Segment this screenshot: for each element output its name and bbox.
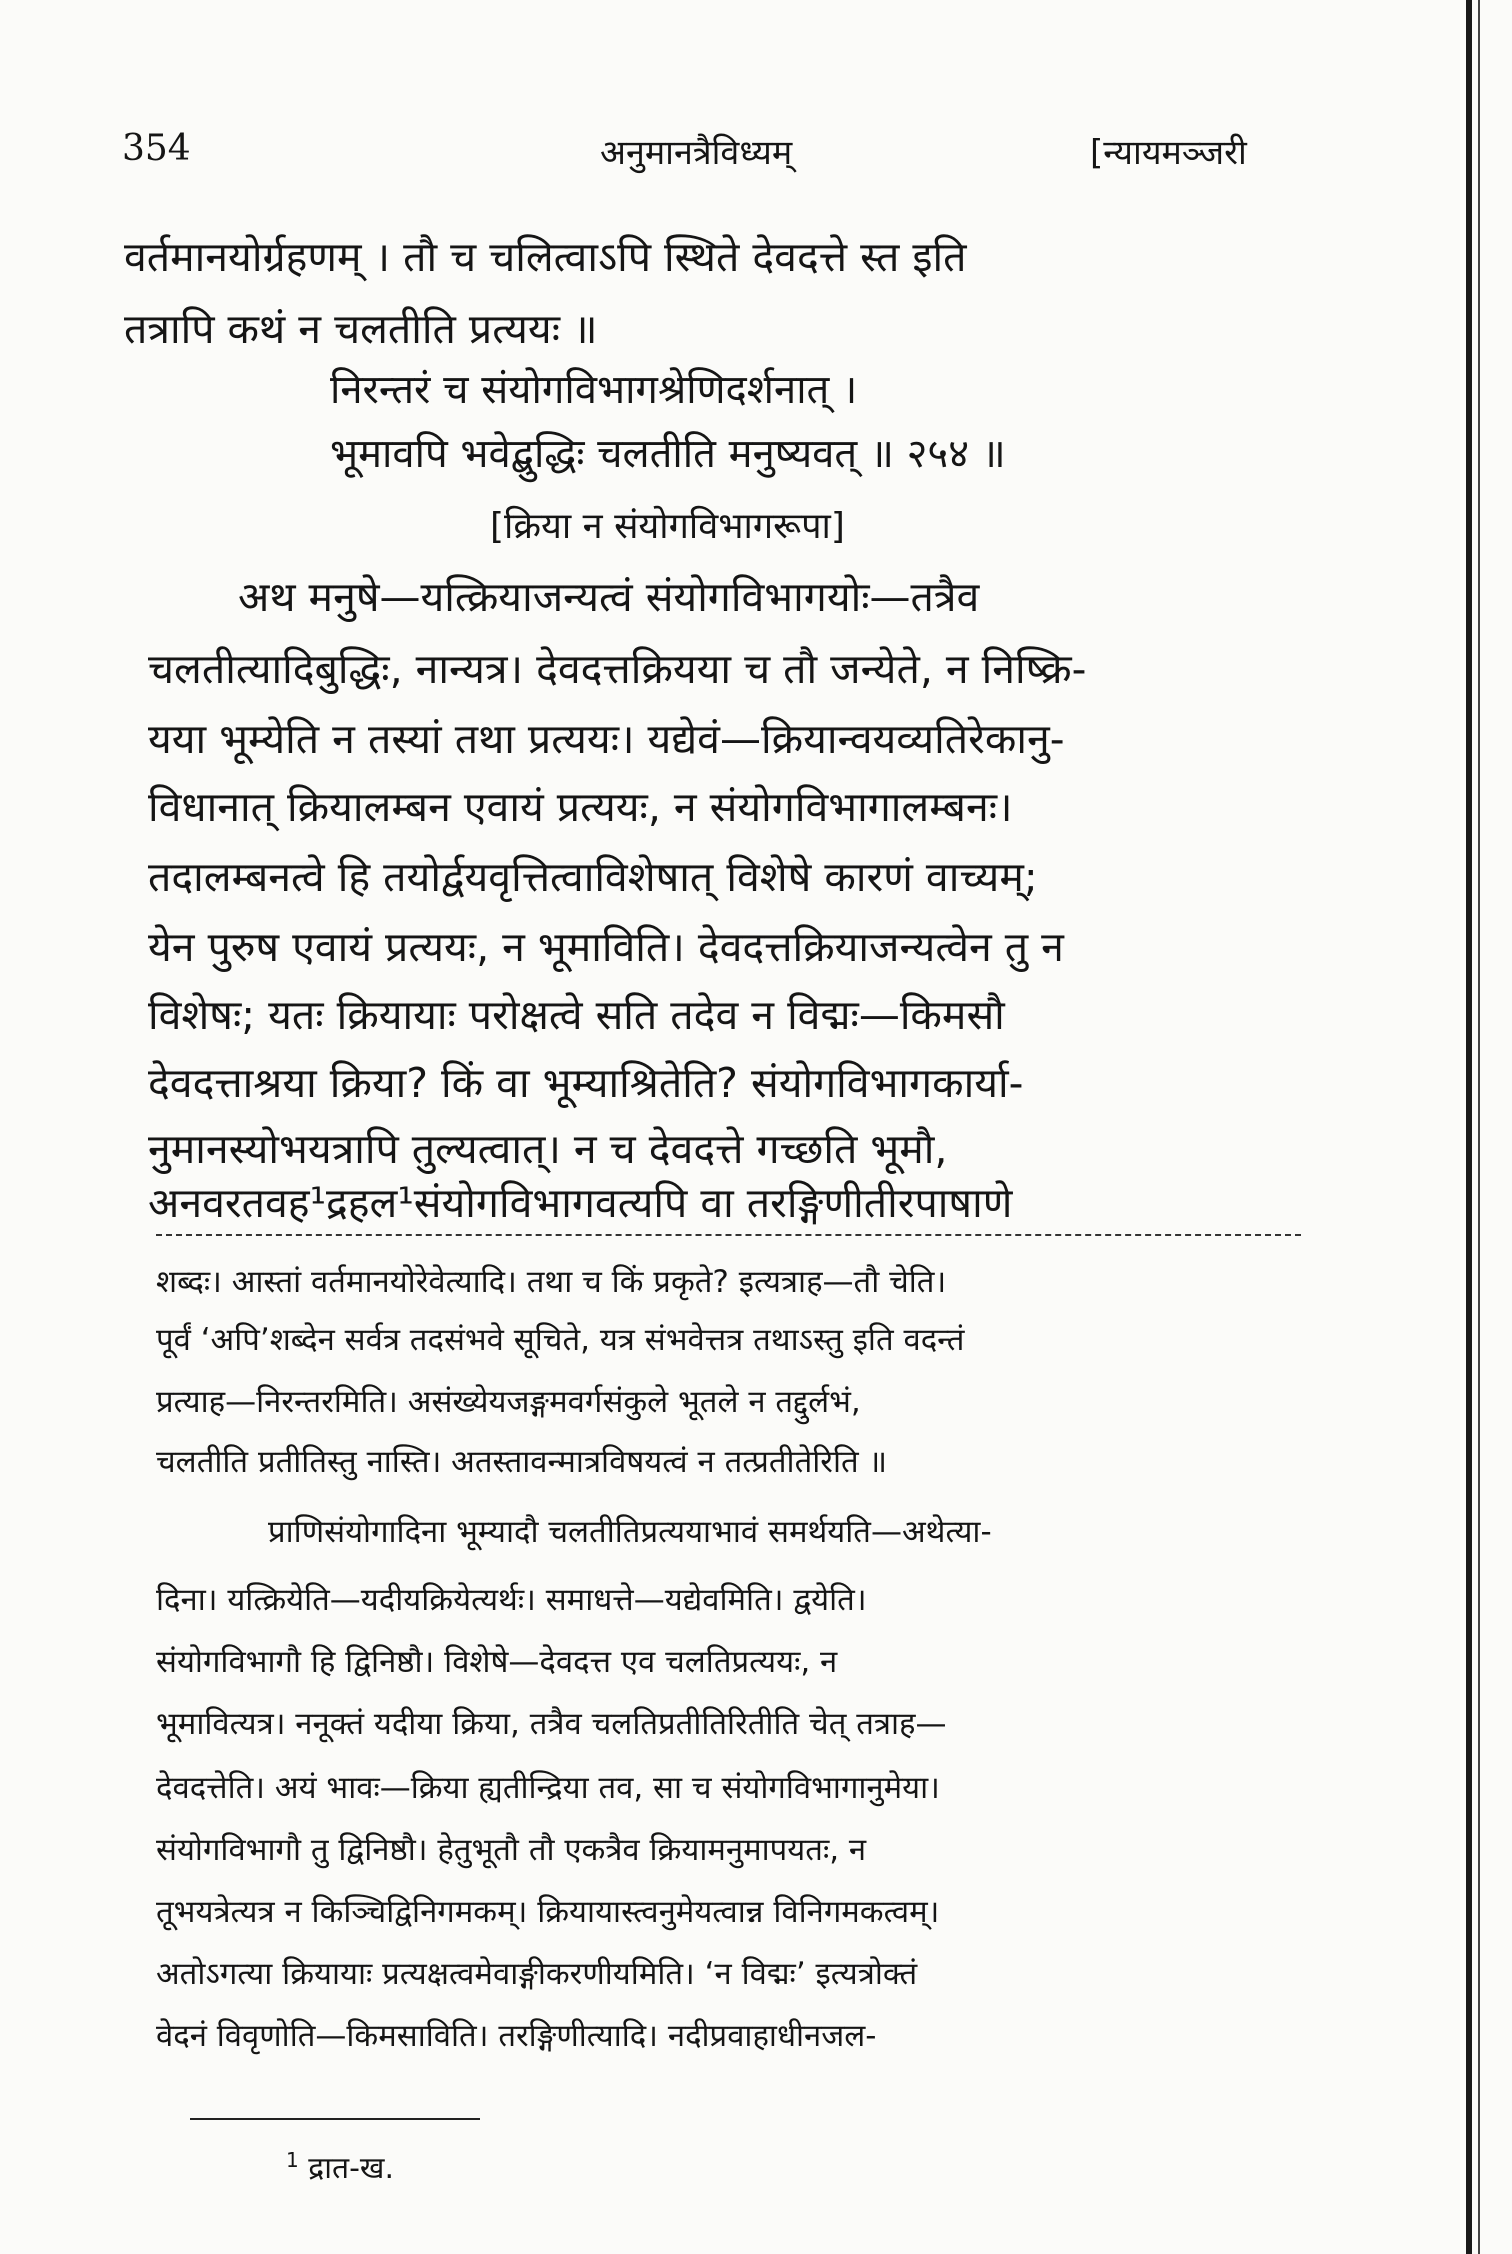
commentary-divider — [156, 1234, 1301, 1236]
commentary-line: चलतीति प्रतीतिस्तु नास्ति। अतस्तावन्मात्रविषयत्वं न तत्प्रतीतेरिति ॥ — [156, 1444, 888, 1480]
body-line: येन पुरुष एवायं प्रत्ययः, न भूमाविति। देवदत्तक्रियाजन्यत्वेन तु न — [148, 923, 1064, 971]
commentary-line: वेदनं विवृणोति—किमसाविति। तरङ्गिणीत्यादि। नदीप्रवाहाधीनजल- — [156, 2018, 877, 2054]
body-line: अथ मनुषे—यत्क्रियाजन्यत्वं संयोगविभागयोः—तत्रैव — [238, 573, 980, 621]
section-heading: [क्रिया न संयोगविभागरूपा] — [490, 506, 845, 547]
commentary-line: दिना। यत्क्रियेति—यदीयक्रियेत्यर्थः। समाधत्ते—यद्येवमिति। द्वयेति। — [156, 1582, 867, 1618]
commentary-line: पूर्वं ‘अपि’शब्देन सर्वत्र तदसंभवे सूचिते, यत्र संभवेत्तत्र तथाऽस्तु इति वदन्तं — [156, 1322, 965, 1358]
footnote-divider — [190, 2118, 480, 2120]
page-number: 354 — [122, 128, 191, 169]
verse-line: भूमावपि भवेद्बुद्धिः चलतीति मनुष्यवत् ॥ २५४ ॥ — [330, 431, 1006, 477]
commentary-line: संयोगविभागौ हि द्विनिष्ठौ। विशेषे—देवदत्त एव चलतिप्रत्ययः, न — [156, 1644, 838, 1680]
footnote — [286, 2146, 394, 2187]
body-line: देवदत्ताश्रया क्रिया? किं वा भूम्याश्रितेति? संयोगविभागकार्या- — [148, 1059, 1024, 1107]
commentary-line: संयोगविभागौ तु द्विनिष्ठौ। हेतुभूतौ तौ एकत्रैव क्रियामनुमापयतः, न — [156, 1832, 867, 1868]
commentary-line: तूभयत्रेत्यत्र न किञ्चिद्विनिगमकम्। क्रियायास्त्वनुमेयत्वान्न विनिगमकत्वम्। — [156, 1894, 940, 1930]
body-line: चलतीत्यादिबुद्धिः, नान्यत्र। देवदत्तक्रियया च तौ जन्येते, न निष्क्रि- — [148, 645, 1087, 693]
commentary-line: प्राणिसंयोगादिना भूम्यादौ चलतीतिप्रत्ययाभावं समर्थयति—अथेत्या- — [268, 1514, 992, 1550]
running-title: अनुमानत्रैविध्यम् — [600, 133, 793, 173]
verse-line: निरन्तरं च संयोगविभागश्रेणिदर्शनात् । — [330, 367, 858, 413]
footnote-text: द्रात-ख. — [308, 2151, 394, 2186]
body-line: वर्तमानयोर्ग्रहणम् । तौ च चलित्वाऽपि स्थिते देवदत्ते स्त इति — [124, 233, 967, 281]
page-edge-shadow — [1466, 0, 1472, 2254]
footnote-mark: 1 — [286, 2148, 299, 2172]
body-line: तत्रापि कथं न चलतीति प्रत्ययः ॥ — [124, 305, 598, 353]
body-line: नुमानस्योभयत्रापि तुल्यत्वात्। न च देवदत्ते गच्छति भूमौ, — [148, 1125, 948, 1173]
commentary-line: शब्दः। आस्तां वर्तमानयोरेवेत्यादि। तथा च किं प्रकृते? इत्यत्राह—तौ चेति। — [156, 1264, 947, 1300]
commentary-line: देवदत्तेति। अयं भावः—क्रिया ह्यतीन्द्रिया तव, सा च संयोगविभागानुमेया। — [156, 1770, 940, 1806]
body-line: तदालम्बनत्वे हि तयोर्द्वयवृत्तित्वाविशेषात् विशेषे कारणं वाच्यम्; — [148, 853, 1038, 901]
commentary-line: प्रत्याह—निरन्तरमिति। असंख्येयजङ्गमवर्गसंकुले भूतले न तद्दुर्लभं, — [156, 1384, 861, 1420]
body-line: यया भूम्येति न तस्यां तथा प्रत्ययः। यद्येवं—क्रियान्वयव्यतिरेकानु- — [148, 715, 1065, 763]
commentary-line: भूमावित्यत्र। ननूक्तं यदीया क्रिया, तत्रैव चलतिप्रतीतिरितीति चेत् तत्राह— — [156, 1706, 947, 1742]
book-title: [न्यायमञ्जरी — [1090, 133, 1247, 173]
body-line: विधानात् क्रियालम्बन एवायं प्रत्ययः, न संयोगविभागालम्बनः। — [148, 783, 1013, 831]
body-line: विशेषः; यतः क्रियायाः परोक्षत्वे सति तदेव न विद्मः—किमसौ — [148, 991, 1005, 1039]
commentary-line: अतोऽगत्या क्रियायाः प्रत्यक्षत्वमेवाङ्गीकरणीयमिति। ‘न विद्मः’ इत्यत्रोक्तं — [156, 1956, 918, 1992]
page-edge-line — [1478, 0, 1480, 2254]
body-line: अनवरतवह¹द्रहल¹संयोगविभागवत्यपि वा तरङ्गिणीतीरपाषाणे — [148, 1179, 1013, 1227]
